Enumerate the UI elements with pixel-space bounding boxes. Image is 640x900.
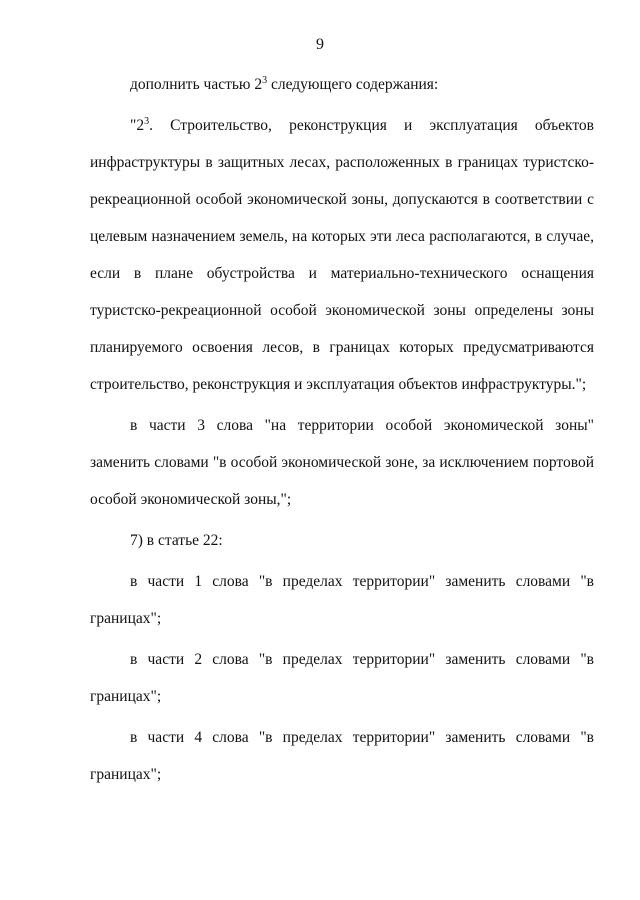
quote-open: "2 <box>130 117 145 134</box>
paragraph-part-2: в части 2 слова "в пределах территории" заменить словами "в границах"; <box>90 651 594 705</box>
document-body <box>90 66 594 797</box>
lead-superscript: 3 <box>262 75 268 86</box>
paragraph-part-3: в части 3 слова "на территории особой экономической зоны" заменить словами "в особой экономической зоне, за исключением портовой особой экономической зоны,"; <box>90 417 594 508</box>
quote-superscript: 3 <box>144 116 150 127</box>
quote-text: . Строительство, реконструкция и эксплуатация объектов инфраструктуры в защитных лесах, расположенных в границах туристско-рекреационной особой экономической зоны, допускаются в соответствии с целевым назначением земель, на которых эти леса располагаются, в случае, если в плане обустройства и материально-технического оснащения туристско-рекреационной особой экономической зоны определены зоны планируемого освоения лесов, в границах которых предусматриваются строительство, реконструкция и эксплуатация объектов инфраструктуры."; <box>90 117 594 393</box>
lead-text: дополнить частью 2 <box>130 76 263 93</box>
page-number: 9 <box>316 36 324 53</box>
paragraph-article-22: 7) в статье 22: <box>130 532 223 549</box>
quoted-paragraph <box>90 107 594 403</box>
lead-paragraph <box>90 66 594 103</box>
paragraph-part-1: в части 1 слова "в пределах территории" заменить словами "в границах"; <box>90 573 594 627</box>
lead-text-end: следующего содержания: <box>267 76 439 93</box>
paragraph-part-4: в части 4 слова "в пределах территории" заменить словами "в границах"; <box>90 729 594 783</box>
